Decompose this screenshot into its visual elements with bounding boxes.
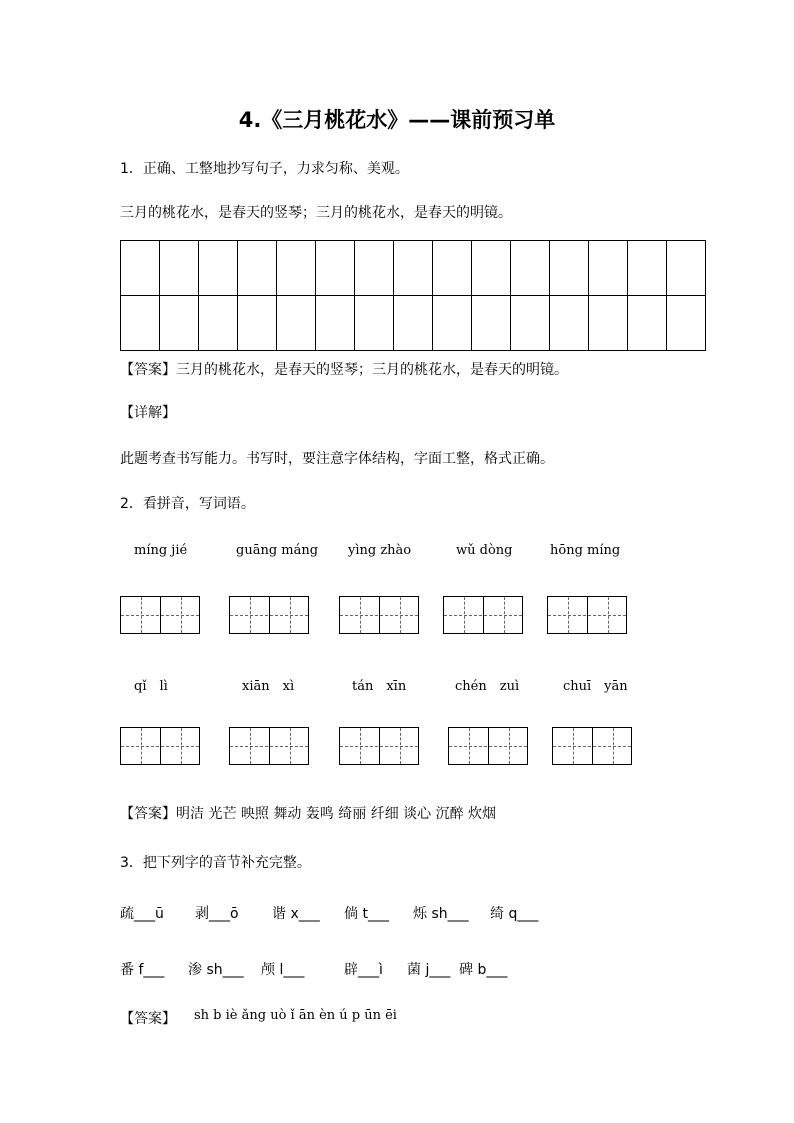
grid-cell [628,241,667,296]
q3-item-2: 剥___ō [195,906,239,922]
grid-cell [472,296,511,351]
q1-detail-label: 【详解】 [120,405,176,421]
grid-cell [667,296,706,351]
q3-item-11: 菌 j___ [407,962,451,978]
grid-cell [316,241,355,296]
tianzi-box [120,727,200,765]
grid-cell [550,241,589,296]
q2-prompt: 2．看拼音，写词语。 [120,496,255,512]
q3-answer-label: 【答案】 [120,1011,176,1027]
grid-cell [277,241,316,296]
pinyin-1-1: míng jié [134,543,188,558]
grid-cell [277,296,316,351]
grid-cell [316,296,355,351]
q1-detail: 此题考查书写能力。书写时，要注意字体结构，字面工整，格式正确。 [120,451,554,467]
grid-cell [511,296,550,351]
grid-cell [355,241,394,296]
grid-cell [238,241,277,296]
grid-cell [550,296,589,351]
q3-item-12: 碑 b___ [459,962,508,978]
tianzi-box [120,596,200,634]
pinyin-1-5: hōng míng [550,543,621,558]
tianzi-box [547,596,627,634]
q2-answer: 【答案】明洁 光芒 映照 舞动 轰鸣 绮丽 纤细 谈心 沉醉 炊烟 [120,806,497,822]
q3-item-6: 绮 q___ [490,906,539,922]
pinyin-2-3: tán xīn [352,679,407,694]
grid-row [121,241,706,296]
grid-cell [160,241,199,296]
grid-cell [121,241,160,296]
q3-item-10: 辟___ì [344,962,383,978]
q3-item-8: 渗 sh___ [188,962,244,978]
grid-cell [394,241,433,296]
grid-cell [589,296,628,351]
grid-cell [121,296,160,351]
pinyin-2-1: qǐ lì [134,679,168,694]
grid-cell [433,241,472,296]
q1-answer: 【答案】三月的桃花水，是春天的竖琴；三月的桃花水，是春天的明镜。 [120,362,568,378]
grid-cell [511,241,550,296]
tianzi-box [443,596,523,634]
q1-sentence: 三月的桃花水，是春天的竖琴；三月的桃花水，是春天的明镜。 [120,205,512,221]
grid-cell [589,241,628,296]
q1-prompt: 1．正确、工整地抄写句子，力求匀称、美观。 [120,161,409,177]
q3-item-9: 颅 l___ [261,962,305,978]
tianzi-box [229,727,309,765]
q3-item-7: 番 f___ [120,962,165,978]
grid-cell [667,241,706,296]
pinyin-2-5: chuī yān [563,679,628,694]
copy-writing-grid [120,240,706,351]
tianzi-box [229,596,309,634]
grid-cell [199,241,238,296]
grid-cell [355,296,394,351]
pinyin-1-2: guāng máng [236,543,319,558]
q3-item-4: 倘 t___ [344,906,389,922]
page-title: 4.《三月桃花水》——课前预习单 [238,108,556,132]
tianzi-box [339,596,419,634]
grid-row [121,296,706,351]
grid-cell [160,296,199,351]
pinyin-2-4: chén zuì [455,679,520,694]
pinyin-2-2: xiān xì [242,679,295,694]
q3-item-5: 烁 sh___ [413,906,469,922]
q3-prompt: 3．把下列字的音节补充完整。 [120,855,311,871]
pinyin-1-3: yìng zhào [348,543,412,558]
q3-item-1: 疏___ū [120,906,164,922]
grid-cell [628,296,667,351]
grid-cell [394,296,433,351]
q3-answer: sh b iè ǎng uò ǐ ān èn ú p ūn ēi [194,1008,397,1023]
grid-cell [472,241,511,296]
pinyin-1-4: wǔ dòng [456,543,513,558]
tianzi-box [339,727,419,765]
tianzi-box [552,727,632,765]
q3-item-3: 谐 x___ [272,906,320,922]
tianzi-box [448,727,528,765]
grid-cell [238,296,277,351]
grid-cell [199,296,238,351]
grid-cell [433,296,472,351]
